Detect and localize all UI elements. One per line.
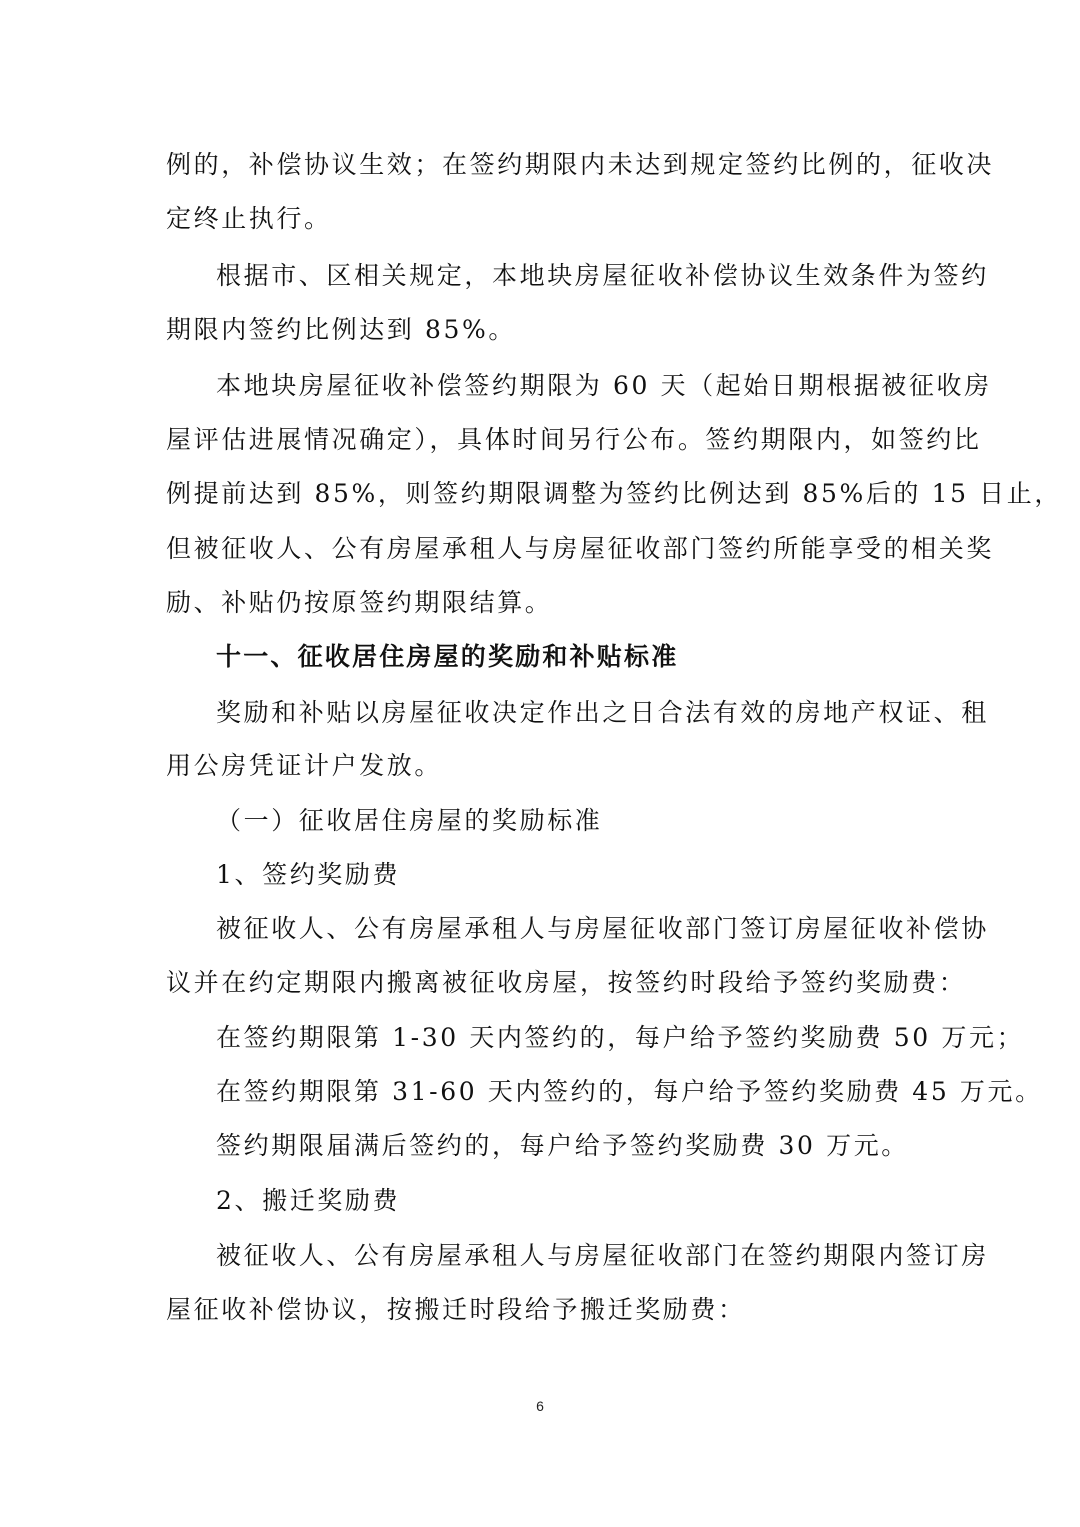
subsection-heading: （一）征收居住房屋的奖励标准 bbox=[216, 806, 603, 835]
paragraph-line: 定终止执行。 bbox=[166, 204, 332, 233]
paragraph-line: 奖励和补贴以房屋征收决定作出之日合法有效的房地产权证、租 bbox=[216, 698, 989, 727]
paragraph-line: 期限内签约比例达到 85%。 bbox=[166, 315, 516, 344]
paragraph-line: 例的，补偿协议生效；在签约期限内未达到规定签约比例的，征收决 bbox=[166, 150, 995, 179]
paragraph-line: 励、补贴仍按原签约期限结算。 bbox=[166, 588, 553, 617]
paragraph-line: 在签约期限第 31-60 天内签约的，每户给予签约奖励费 45 万元。 bbox=[216, 1077, 1043, 1106]
section-heading: 十一、征收居住房屋的奖励和补贴标准 bbox=[216, 642, 679, 671]
paragraph-line: 但被征收人、公有房屋承租人与房屋征收部门签约所能享受的相关奖 bbox=[166, 534, 995, 563]
item-heading: 1、签约奖励费 bbox=[216, 860, 401, 889]
paragraph-line: 签约期限届满后签约的，每户给予签约奖励费 30 万元。 bbox=[216, 1131, 909, 1160]
paragraph-line: 被征收人、公有房屋承租人与房屋征收部门签订房屋征收补偿协 bbox=[216, 914, 989, 943]
page-number: 6 bbox=[536, 1398, 544, 1414]
paragraph-line: 例提前达到 85%，则签约期限调整为签约比例达到 85%后的 15 日止， bbox=[166, 479, 1062, 508]
item-heading: 2、搬迁奖励费 bbox=[216, 1186, 401, 1215]
paragraph-line: 根据市、区相关规定，本地块房屋征收补偿协议生效条件为签约 bbox=[216, 261, 989, 290]
paragraph-line: 屋评估进展情况确定），具体时间另行公布。签约期限内，如签约比 bbox=[166, 425, 982, 454]
paragraph-line: 本地块房屋征收补偿签约期限为 60 天（起始日期根据被征收房 bbox=[216, 371, 992, 400]
paragraph-line: 被征收人、公有房屋承租人与房屋征收部门在签约期限内签订房 bbox=[216, 1241, 989, 1270]
paragraph-line: 在签约期限第 1-30 天内签约的，每户给予签约奖励费 50 万元； bbox=[216, 1023, 1025, 1052]
paragraph-line: 用公房凭证计户发放。 bbox=[166, 751, 443, 780]
paragraph-line: 屋征收补偿协议，按搬迁时段给予搬迁奖励费： bbox=[166, 1295, 746, 1324]
paragraph-line: 议并在约定期限内搬离被征收房屋，按签约时段给予签约奖励费： bbox=[166, 968, 967, 997]
